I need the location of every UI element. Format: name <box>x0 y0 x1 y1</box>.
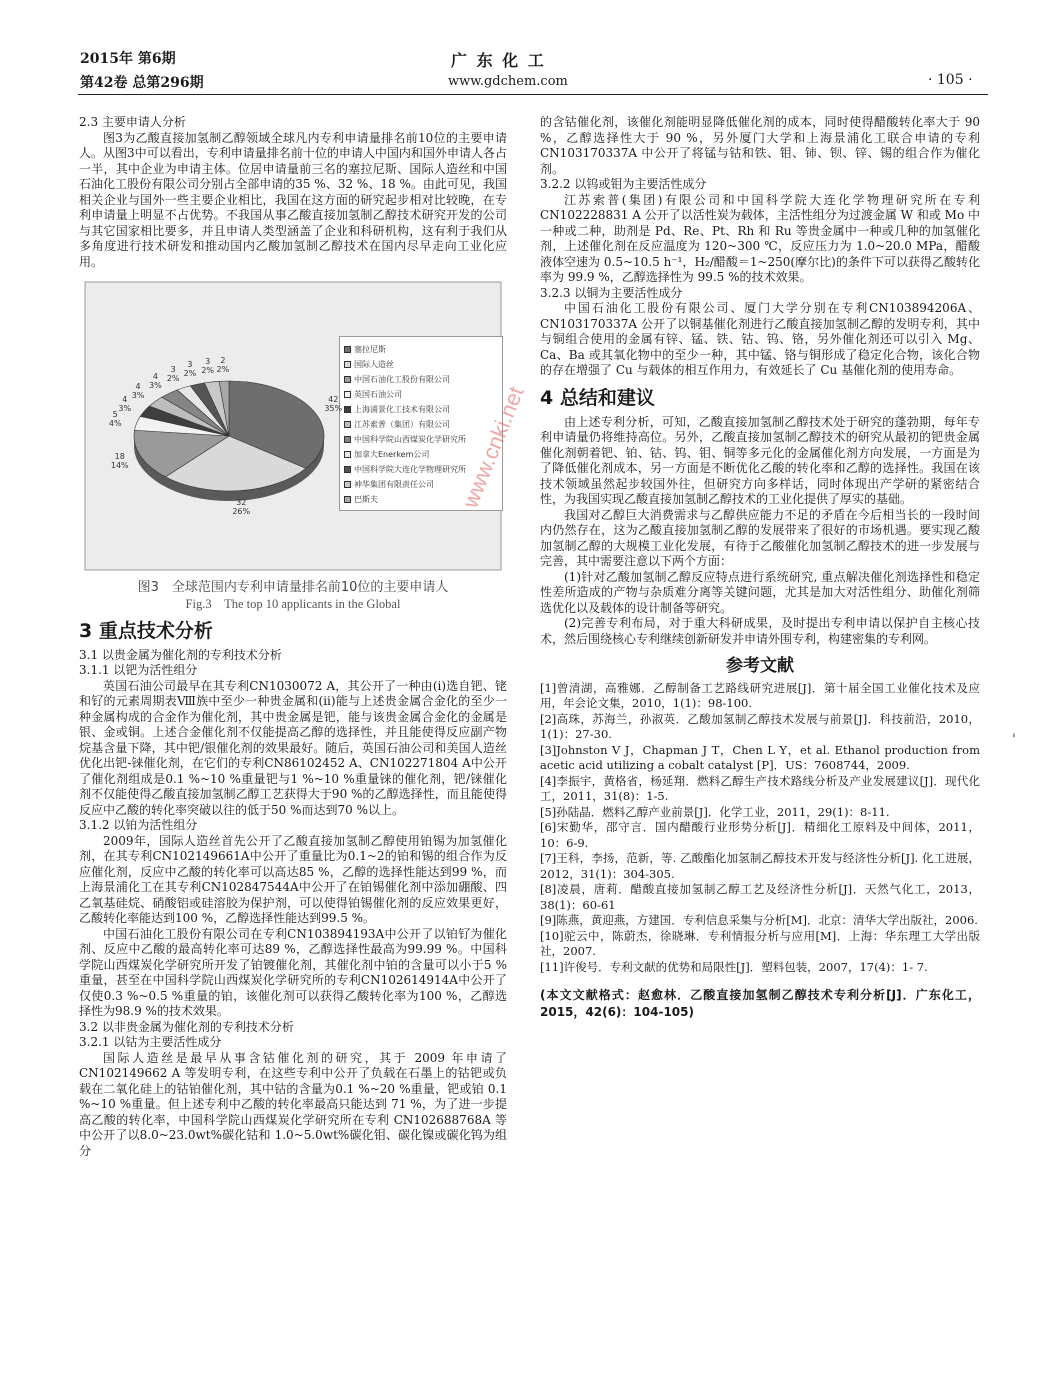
reference-item: [10]驼云中，陈蔚杰，徐晓琳．专利情报分析与应用[M]．上海：华东理工大学出版社，2007. <box>540 928 980 958</box>
section-4-paragraph-2: 我国对乙醇巨大消费需求与乙醇供应能力不足的矛盾在今后相当长的一段时间内仍然存在，这为乙酸直接加氢制乙醇的发展带来了很好的市场机遇。要实现乙酸加氢制乙醇的大规模工业化发展，有待于乙酸催化加氢制乙醇技术的进一步发展与完善，其中需要注意以下两个方面： <box>540 507 980 568</box>
pie-value-label: 3 <box>170 364 176 374</box>
section-3-1-2-paragraph-1: 2009年，国际人造丝首先公开了乙酸直接加氢制乙醇使用铂锡为加氢催化剂，在其专利CN102149661A中公开了重量比为0.1~2的铂和锡的组合作为反应催化剂，反应中乙酸的转化率可以高达85 %，乙醇的选择性能达到99 %，而上海景浦化工在其专利CN102847544A中公开了在铂锡催化剂中添加硼酸、四乙氧基硅烷、硝酸铝或硅溶胶为保护剂，可以使得铂锡催化剂的反应效果更好，乙酸转化率能达到100 %，乙醇选择性能达到99.5 %。 <box>79 833 507 925</box>
legend-item <box>344 477 434 493</box>
legend-label: 上海浦景化工技术有限公司 <box>354 405 450 414</box>
legend-swatch <box>344 481 351 488</box>
pie-percent-label: 3% <box>118 403 132 413</box>
section-2-3-title: 2.3 主要申请人分析 <box>79 115 186 129</box>
legend-label: 中国科学院大连化学物理研究所 <box>354 465 466 474</box>
pie-percent-label: 2% <box>201 366 215 376</box>
section-3-1-2-paragraph-2: 中国石油化工股份有限公司在专利CN103894193A中公开了以铂钌为催化剂、反应中乙酸的最高转化率可达89 %，乙醇选择性最高为99.99 %。中国科学院山西煤炭化学研究所开发了铂镀催化剂，其催化剂中铂的含量可以小于5 %重量，甚至在中国科学院山西煤炭化学研究所的专利CN102614914A中公开了仅使0.3 %~0.5 %重量的铂，该催化剂可以获得乙酸转化率为100 %，乙醇选择性为98.9 %的技术效果。 <box>79 926 507 1018</box>
legend-item <box>344 357 394 373</box>
section-3-2-2-title: 3.2.2 以钨或钼为主要活性成分 <box>540 177 707 191</box>
pie-value-label: 2 <box>220 356 226 366</box>
legend-swatch <box>344 436 351 443</box>
pie-percent-label: 3% <box>131 391 145 401</box>
legend-label: 江苏索普（集团）有限公司 <box>354 420 450 429</box>
pie-data-label <box>229 498 253 516</box>
legend-item <box>344 342 386 358</box>
section-3-1-title: 3.1 以贵金属为催化剂的专利技术分析 <box>79 647 282 662</box>
reference-item: [5]孙陆晶．燃料乙醇产业前景[J]．化学工业，2011，29(1)：8-11. <box>540 804 890 819</box>
legend-label: 巴斯夫 <box>354 495 378 504</box>
journal-name: 广 东 化 工 <box>451 51 546 70</box>
reference-item: [8]凌晨，唐莉．醋酸直接加氢制乙醇工艺及经济性分析[J]．天然气化工，2013，38(1)：60-61 <box>540 882 980 912</box>
section-3-1-1-paragraph: 英国石油公司最早在其专利CN1030072 A，其公开了一种由(i)选自钯、铑和钌的元素周期表Ⅷ族中至少一种贵金属和(ii)能与上述贵金属合金化的至少一种金属构成的合金作为催化剂，其中贵金属是钯，能与该贵金属合金化的金属是银、金或铜。上述合金催化剂不仅能提高乙醇的选择性，并且能使得反应副产物烷基含量下降，其中钯/银催化剂的效果最好。随后，英国石油公司和美国人造丝优化出钯-铼催化剂，在它们的专利CN86102452 A、CN102271804 A中公开了催化剂组成是0.1 %~10 %重量钯与1 %~10 %重量铼的催化剂，钯/铼催化剂不仅能使得乙酸直接加氢制乙醇工艺获得大于90 %的乙醇选择性，而且能使得反应中乙酸的转化率突破以往的低于50 %而达到70 %以上。 <box>79 678 507 817</box>
reference-item: [2]高珠，苏海兰，孙淑英．乙酸加氢制乙醇技术发展与前景[J]．科技前沿，2010，1(1)：27-30. <box>540 711 980 741</box>
pie-percent-label: 2% <box>166 373 180 383</box>
section-3-title: 3 重点技术分析 <box>79 619 213 642</box>
pie-value-label: 4 <box>135 382 141 392</box>
pie-value-label: 5 <box>112 410 118 420</box>
legend-item <box>344 432 466 448</box>
reference-item: [9]陈燕，黄迎燕，方建国．专利信息采集与分析[M]．北京：清华大学出版社，2006. <box>540 913 978 927</box>
figure-caption-cn: 图3 全球范围内专利申请量排名前10位的主要申请人 <box>137 580 449 595</box>
references-title: 参考文献 <box>726 656 794 676</box>
pie-data-label <box>211 356 235 374</box>
pie-data-label <box>103 410 127 428</box>
continued-paragraph: 的含钴催化剂，该催化剂能明显降低催化剂的成本，同时使得醋酸转化率大于 90 %，乙醇选择性大于 90 %，另外厦门大学和上海景浦化工联合申请的专利CN103170337A 中公开了将锰与钴和铁、钼、铈、钡、锌、锡的组合作为催化剂。 <box>540 115 980 176</box>
journal-website[interactable]: www.gdchem.com <box>448 74 568 89</box>
header-rule <box>78 94 988 95</box>
section-4-paragraph-1: 由上述专利分析，可知，乙酸直接加氢制乙醇技术处于研究的蓬勃期，每年专利申请量仍将维持高位。另外，乙酸直接加氢制乙醇技术的研究从最初的钯贵金属催化剂朝着钯、铂、钴、钨、钼、铜等多元化的金属催化剂方向发展，一方面是为了降低催化剂成本，另一方面是不断优化乙酸的转化率和乙醇的选择性。我国在该技术领域虽然起步较国外往，但研究方向多样话，同时体现出产学研的紧密结合性，为我国实现乙酸直接加氢制乙醇技术的工业化提供了厚实的基础。 <box>540 414 980 506</box>
pie-value-label: 18 <box>114 452 125 462</box>
legend-swatch <box>344 421 351 428</box>
reference-list <box>540 681 980 976</box>
legend-item <box>344 462 466 478</box>
legend-label: 中国石油化工股份有限公司 <box>354 375 450 384</box>
reference-item: [1]曾清湖，高雅娜．乙醇制备工艺路线研究进展[J]．第十届全国工业催化技术及应用，年会论文集，2010，1(1)：98-100. <box>540 680 980 710</box>
pie-data-label <box>108 452 132 470</box>
section-4-paragraph-4: (2)完善专利布局，对于重大科研成果，及时提出专利申请以保护自主核心技术，然后围绕核心专利继续创新研发并申请外围专利，构建密集的专利网。 <box>540 616 980 646</box>
legend-item <box>344 387 402 403</box>
legend-swatch <box>344 376 351 383</box>
reference-item: [3]Johnston V J，Chapman J T，Chen L Y，et al. Ethanol production from acetic acid utilizing a cobalt catalyst [P]．US：7608744，2009. <box>540 742 980 772</box>
reference-item: [6]宋勤华，邵守言．国内醋酸行业形势分析[J]．精细化工原料及中间体，2011，10：6-9. <box>540 820 980 850</box>
section-2-3-paragraph: 图3为乙酸直接加氢制乙醇领域全球凡内专利申请量排名前10位的主要申请人。从图3中可以看出，专利申请量排名前十位的申请人中国内和国外申请人各占一半，其中企业为申请主体。位居申请量前三名的塞拉尼斯、国际人造丝和中国石油化工股份有限公司分别占全部申请的35 %、32 %、18 %。由此可见，我国相关企业与国外一些主要企业相比，我国在这方面的研究起步相对比较晚，在专利申请量上明显不占优势。不我国从事乙酸直接加氢制乙醇技术研究开发的公司与其它国家相比要多，并且申请人类型涵盖了企业和科研机构，这有利于我们从多角度进行技术研发和推动国内乙酸加氢制乙醇技术在国内尽早走向工业化应用。 <box>79 130 507 269</box>
pie-percent-label: 14% <box>110 461 129 471</box>
legend-item <box>344 447 429 463</box>
legend-swatch <box>344 361 351 368</box>
legend-item <box>344 372 450 388</box>
section-3-2-3-paragraph: 中国石油化工股份有限公司、厦门大学分别在专利CN103894206A、CN103170337A 公开了以铜基催化剂进行乙酸直接加氢制乙醇的发明专利，其中与铜组合使用的金属有锌、锰、铁、钴、钨、铬，另外催化剂还可以引入 Mg、Ca、Ba 或其氧化物中的至少一种，其中锰、铬与铜形成了稳定化合物，该化合物的存在增强了 Cu 与载体的相互作用力，有效延长了 Cu 基催化剂的使用寿命。 <box>540 301 980 377</box>
reference-item: [4]李振宇，黄格省，杨延翔．燃料乙醇生产技术路线分析及产业发展建议[J]．现代化工，2011，31(8)：1-5. <box>540 773 980 803</box>
pie-percent-label: 4% <box>108 419 122 429</box>
legend-item <box>344 492 378 508</box>
figure-3 <box>79 276 507 576</box>
legend-swatch <box>344 466 351 473</box>
right-column <box>540 115 980 1021</box>
legend-item <box>344 402 450 418</box>
section-3-2-1-title: 3.2.1 以钴为主要活性成分 <box>79 1035 222 1049</box>
section-4-paragraph-3: (1)针对乙酸加氢制乙醇反应特点进行系统研究, 重点解决催化剂选择性和稳定性差所造成的产物与杂质难分离等关键问题，尤其是加大对活性组分、助催化剂筛选优化以及载体的设计制备等研究。 <box>540 569 980 615</box>
pie-data-label <box>321 395 345 413</box>
pie-percent-label: 26% <box>232 506 251 516</box>
pie-percent-label: 3% <box>149 380 162 390</box>
legend-label: 神华集团有限责任公司 <box>354 480 434 489</box>
pie-value-label: 32 <box>236 497 247 507</box>
section-3-2-3-title: 3.2.3 以铜为主要活性成分 <box>540 285 683 300</box>
section-3-1-2-title: 3.1.2 以铂为活性组分 <box>79 818 198 832</box>
figure-caption-en: Fig.3 The top 10 applicants in the Global <box>185 596 401 611</box>
legend-swatch <box>344 496 351 503</box>
section-3-1-1-title: 3.1.1 以钯为活性组分 <box>79 663 198 677</box>
volume-number: 第42卷 总第296期 <box>80 75 204 91</box>
issue-number: 2015年 第6期 <box>80 51 176 67</box>
pie-value-label: 3 <box>187 360 193 370</box>
left-column <box>79 115 507 1159</box>
pie-percent-label: 2% <box>183 369 197 379</box>
pie-value-label: 3 <box>205 357 211 367</box>
pie-percent-label: 35% <box>324 403 343 413</box>
pie-percent-label: 2% <box>216 365 230 375</box>
legend-item <box>344 417 450 433</box>
section-4-title: 4 总结和建议 <box>540 386 655 409</box>
section-3-2-1-paragraph: 国际人造丝是最早从事含钴催化剂的研究，其于 2009 年申请了 CN102149662 A 等发明专利，在这些专利中公开了负载在石墨上的钴钯或负载在二氧化硅上的钴铂催化剂，其中钴的含量为0.1 %~20 %重量，钯或铂 0.1 %~10 %重量。但上述专利中乙酸的转化率最高只能达到 71 %，为了进一步提高乙酸的转化率，中国科学院山西煤炭化学研究所在专利 CN102688768A 等中公开了以8.0~23.0wt%碳化钴和 1.0~5.0wt%碳化钼、碳化镍或碳化钨为组分 <box>79 1050 507 1158</box>
legend-label: 英国石油公司 <box>354 390 402 399</box>
pie-value-label: 42 <box>328 394 339 404</box>
legend-label: 塞拉尼斯 <box>354 345 386 354</box>
pie-value-label: 4 <box>122 394 128 404</box>
pie-value-label: 4 <box>152 371 158 381</box>
citation-format: (本文文献格式：赵愈林．乙酸直接加氢制乙醇技术专利分析[J]．广东化工，2015，42(6)：104-105) <box>540 988 980 1019</box>
margin-mark: ' <box>1012 732 1016 748</box>
page-number: · 105 · <box>928 72 973 88</box>
chart-legend <box>339 336 503 511</box>
legend-label: 中国科学院山西煤炭化学研究所 <box>354 435 466 444</box>
legend-label: 国际人造丝 <box>354 360 394 369</box>
reference-item: [7]王科，李扬，范新，等. 乙酸酯化加氢制乙醇技术开发与经济性分析[J]. 化工进展，2012，31(1)：304-305. <box>540 851 980 881</box>
section-3-2-title: 3.2 以非贵金属为催化剂的专利技术分析 <box>79 1019 294 1034</box>
legend-label: 加拿大Enerkem公司 <box>354 450 430 459</box>
watermark-text: www.cnki.net <box>457 382 529 512</box>
section-3-2-2-paragraph: 江苏索普(集团)有限公司和中国科学院大连化学物理研究所在专利CN102228831 A 公开了以活性炭为载体，主活性组分为过渡金属 W 和或 Mo 中一种或二种，助剂是 Pd、Re、Pt、Rh 和 Ru 等贵金属中一种或几种的加氢催化剂，上述催化剂在反应温度为 120~300 ℃，反应压力为 1.0~20.0 MPa，醋酸液体空速为 0.5~10.5 h⁻¹，H₂/醋酸＝1~250(摩尔比)的条件下可以获得乙酸转化率为 99.9 %，乙醇选择性为 99.5 %的技术效果。 <box>540 192 980 284</box>
reference-item: [11]许俊号．专利文献的优势和局限性[J]．塑料包装，2007，17(4)：1- 7. <box>540 959 928 974</box>
legend-swatch <box>344 451 351 458</box>
legend-swatch <box>344 346 351 353</box>
